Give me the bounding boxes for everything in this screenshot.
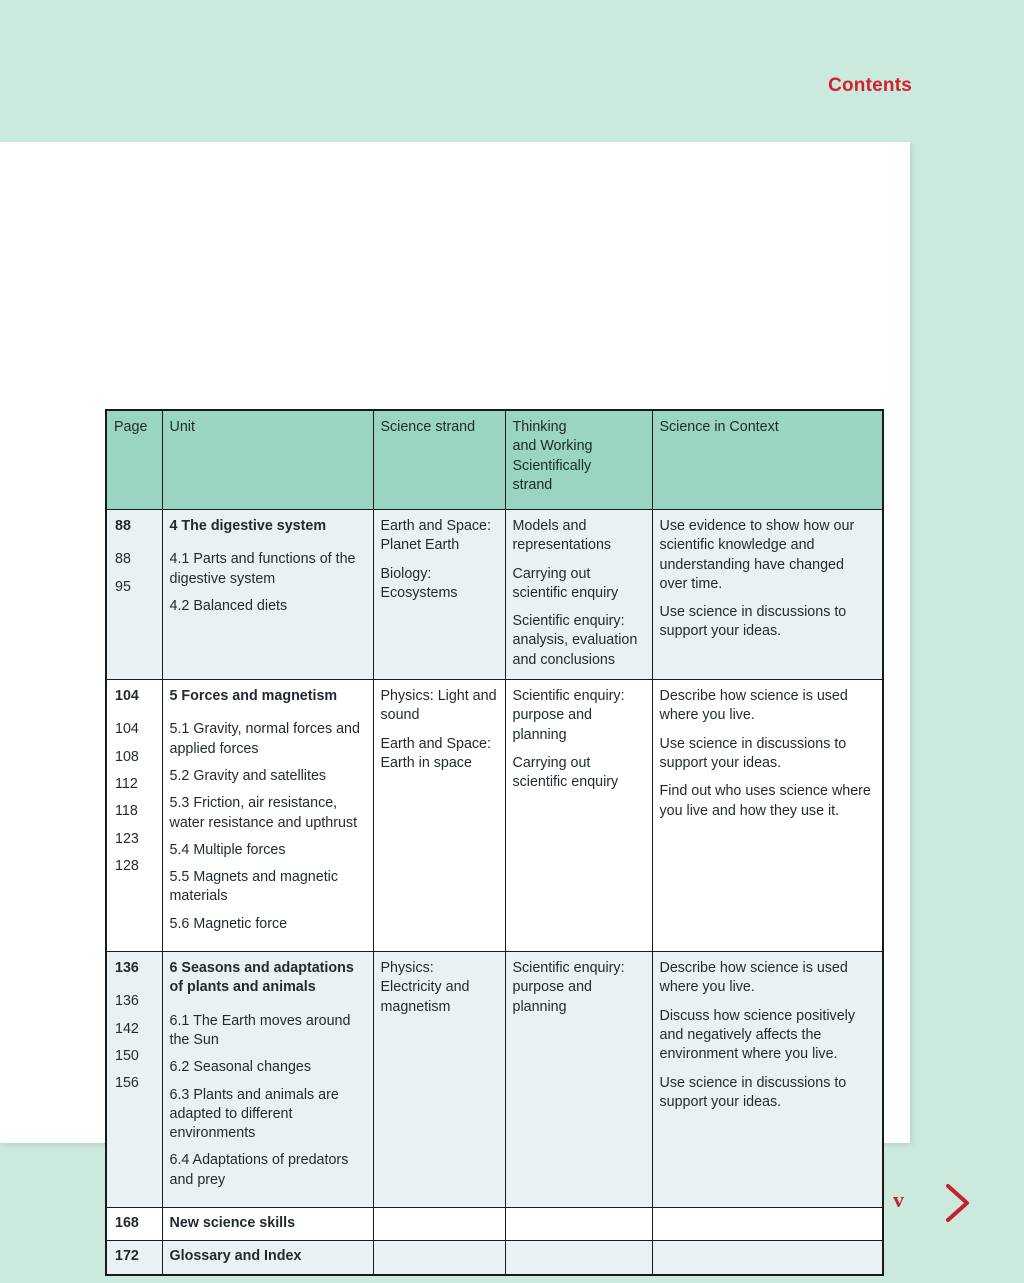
cell-twss [505, 680, 652, 952]
science-strand-item: Earth and Space: Planet Earth [380, 518, 491, 554]
section-page-number: 123 [115, 830, 139, 847]
science-strand-item: Physics: Light and sound [380, 688, 497, 724]
twss-header-line: Thinking [512, 419, 567, 435]
unit-section-title: 5.3 Friction, air resistance, water resistance and upthrust [169, 795, 358, 831]
science-strand-item: Physics: Electricity and magnetism [380, 960, 470, 1015]
science-in-context-item: Discuss how science positively and negatively affects the environment where you live. [659, 1007, 855, 1063]
science-in-context-item: Describe how science is used where you live. [659, 688, 848, 724]
cell-science-in-context [652, 1241, 883, 1275]
unit-section-title: 5.6 Magnetic force [169, 915, 288, 932]
unit-title: Glossary and Index [169, 1248, 302, 1265]
unit-section-title: 5.4 Multiple forces [169, 841, 286, 858]
table-body [106, 510, 883, 1275]
unit-section-title: 5.1 Gravity, normal forces and applied forces [169, 721, 360, 757]
table-row [106, 952, 883, 1208]
twss-item: Carrying out scientific enquiry [512, 754, 619, 791]
section-page-number: 156 [115, 1075, 139, 1092]
science-in-context-item: Use science in discussions to support your ideas. [659, 604, 847, 640]
twss-item: Scientific enquiry: analysis, evaluation and conclusions [512, 613, 638, 668]
science-in-context-item: Use evidence to show how our scientific knowledge and understanding have changed over time. [659, 518, 855, 592]
unit-section-title: 6.1 The Earth moves around the Sun [169, 1012, 351, 1048]
twss-header-line: Scientifically [512, 457, 592, 474]
running-head-contents: Contents [828, 75, 912, 96]
unit-section-title: 5.5 Magnets and magnetic materials [169, 869, 338, 905]
section-page-number: 108 [115, 748, 139, 765]
section-page-number: 95 [115, 578, 131, 595]
contents-table [105, 409, 884, 1276]
table-header-row [106, 410, 883, 510]
unit-section-title: 6.3 Plants and animals are adapted to different environments [169, 1086, 339, 1142]
unit-start-page: 104 [115, 688, 139, 705]
twss-item: Scientific enquiry: purpose and planning [512, 688, 625, 743]
unit-section-title: 5.2 Gravity and satellites [169, 767, 327, 784]
section-page-number: 142 [115, 1020, 139, 1037]
science-in-context-item: Use science in discussions to support your ideas. [659, 1074, 847, 1110]
unit-section-title: 6.2 Seasonal changes [169, 1059, 311, 1076]
column-header-science-in-context: Science in Context [652, 410, 883, 510]
cell-twss [505, 952, 652, 1208]
science-in-context-item: Find out who uses science where you live and how they use it. [659, 783, 871, 819]
cell-science-strand [373, 952, 505, 1208]
cell-unit [162, 952, 373, 1208]
column-header-science-strand: Science strand [373, 410, 505, 510]
cell-science-strand [373, 510, 505, 680]
unit-title: 5 Forces and magnetism [169, 688, 338, 705]
cell-twss [505, 510, 652, 680]
cell-unit [162, 680, 373, 952]
unit-section-title: 4.1 Parts and functions of the digestive system [169, 551, 356, 587]
section-page-number: 128 [115, 857, 139, 874]
column-header-unit: Unit [162, 410, 373, 510]
page-sheet [0, 142, 910, 1265]
section-page-number: 88 [115, 551, 131, 568]
unit-section-title: 4.2 Balanced diets [169, 597, 288, 614]
cell-page-numbers [106, 510, 162, 680]
section-page-number: 112 [115, 775, 138, 792]
cell-science-strand [373, 1241, 505, 1275]
table-header [106, 410, 883, 510]
cell-page-numbers [106, 952, 162, 1208]
table-row [106, 1241, 883, 1275]
unit-title: 6 Seasons and adaptations of plants and animals [169, 960, 354, 996]
cell-science-in-context [652, 510, 883, 680]
cell-unit [162, 1241, 373, 1275]
unit-start-page: 88 [115, 518, 131, 534]
section-page-number: 104 [115, 721, 139, 738]
table-row [106, 680, 883, 952]
unit-title: 4 The digestive system [169, 518, 327, 534]
twss-item: Carrying out scientific enquiry [512, 565, 619, 601]
cell-science-strand [373, 680, 505, 952]
section-page-number: 118 [115, 803, 138, 820]
unit-start-page: 136 [115, 960, 139, 977]
science-strand-item: Biology: Ecosystems [380, 565, 458, 601]
twss-header-line: strand [512, 476, 553, 493]
column-header-twss [505, 410, 652, 510]
cell-page-numbers [106, 680, 162, 952]
twss-item: Models and representations [512, 518, 612, 554]
unit-start-page: 172 [115, 1248, 139, 1265]
section-page-number: 136 [115, 993, 139, 1010]
table-row [106, 510, 883, 680]
folio-page-number: v [893, 1187, 904, 1212]
science-strand-item: Earth and Space: Earth in space [380, 735, 491, 771]
column-header-page: Page [106, 410, 162, 510]
unit-title: New science skills [169, 1215, 296, 1232]
page-footer [0, 1175, 1024, 1245]
unit-section-title: 6.4 Adaptations of predators and prey [169, 1152, 349, 1188]
twss-header-line: and Working [512, 438, 593, 455]
science-in-context-item: Use science in discussions to support your ideas. [659, 735, 847, 771]
section-page-number: 150 [115, 1047, 139, 1064]
cell-science-in-context [652, 952, 883, 1208]
twss-item: Scientific enquiry: purpose and planning [512, 960, 625, 1015]
cell-science-in-context [652, 680, 883, 952]
cell-unit [162, 510, 373, 680]
unit-start-page: 168 [115, 1215, 139, 1232]
chevron-right-icon[interactable] [940, 1181, 974, 1225]
cell-twss [505, 1241, 652, 1275]
cell-page-numbers [106, 1241, 162, 1275]
science-in-context-item: Describe how science is used where you live. [659, 960, 848, 996]
